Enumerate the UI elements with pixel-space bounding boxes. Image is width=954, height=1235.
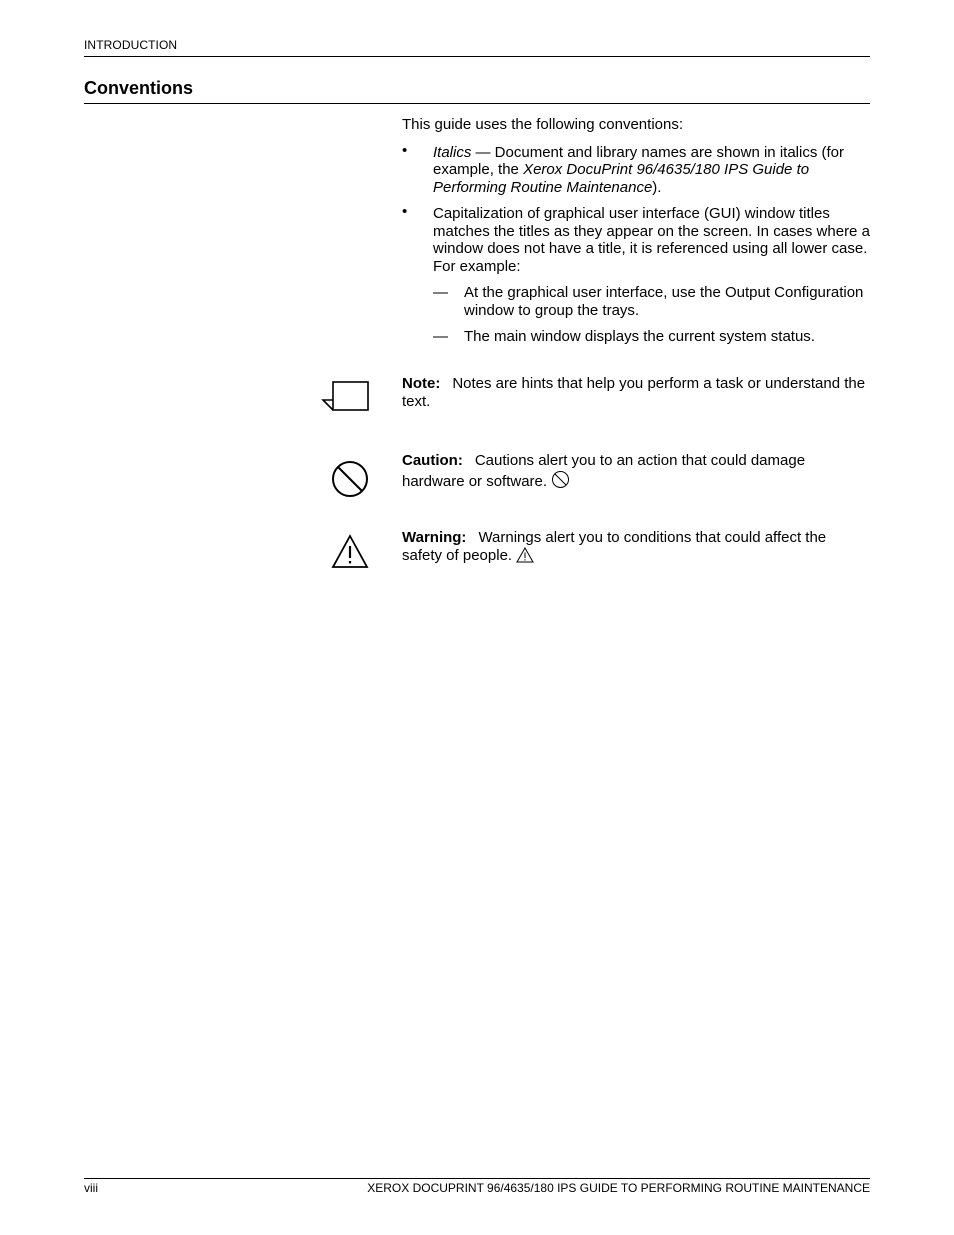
note-notice [402, 375, 870, 410]
dash-item [402, 328, 870, 346]
warning-text: Warnings alert you to conditions that could affect the safety of people. [402, 529, 827, 564]
running-header: INTRODUCTION [84, 38, 178, 52]
bullet-item-capitalization [402, 205, 870, 275]
prohibition-icon [330, 459, 370, 499]
dash-item-text: The main window displays the current system status. [464, 328, 815, 345]
header-divider [84, 56, 870, 57]
dash-item-text: At the graphical user interface, use the Output Configuration window to group the trays. [464, 284, 864, 319]
caution-notice [402, 452, 870, 490]
document-title-italic: Xerox DocuPrint 96/4635/180 IPS Guide to Performing Routine Maintenance [433, 161, 810, 196]
bullet-content [433, 144, 844, 196]
prohibition-icon [551, 470, 570, 489]
note-text: Notes are hints that help you perform a task or understand the text. [402, 375, 866, 410]
bullet-marker: • [402, 203, 408, 220]
dash-marker: — [433, 284, 448, 301]
caution-label: Caution: [402, 452, 463, 469]
running-footer-title: XEROX DOCUPRINT 96/4635/180 IPS GUIDE TO PERFORMING ROUTINE MAINTENANCE [367, 1181, 870, 1195]
bullet-marker: • [402, 141, 408, 159]
section-divider [84, 103, 870, 104]
dash-marker: — [433, 328, 448, 345]
warning-triangle-icon [516, 547, 534, 563]
note-icon [320, 379, 372, 415]
intro-paragraph: This guide uses the following conventions: [402, 116, 684, 133]
bullet-text: Capitalization of graphical user interface (GUI) window titles matches the titles as they appear on the screen. In cases where a window does not have a title, it is referenced using all lower case. For example: [433, 205, 870, 275]
warning-notice [402, 529, 870, 564]
bullet-text-end: ). [652, 178, 662, 196]
bullet-item-italics [402, 141, 870, 197]
caution-text: Cautions alert you to an action that could damage hardware or software. [402, 452, 806, 490]
italic-term: Italics [433, 143, 472, 161]
warning-triangle-icon [330, 533, 370, 569]
note-label: Note: [402, 375, 441, 392]
warning-label: Warning: [402, 529, 467, 546]
page-number: viii [84, 1181, 98, 1195]
section-title: Conventions [84, 78, 194, 98]
body-text [402, 116, 870, 355]
footer-divider [84, 1178, 870, 1179]
bullet-text: — Document and library names are shown in italics (for example, the [433, 143, 844, 178]
dash-item [402, 284, 870, 319]
